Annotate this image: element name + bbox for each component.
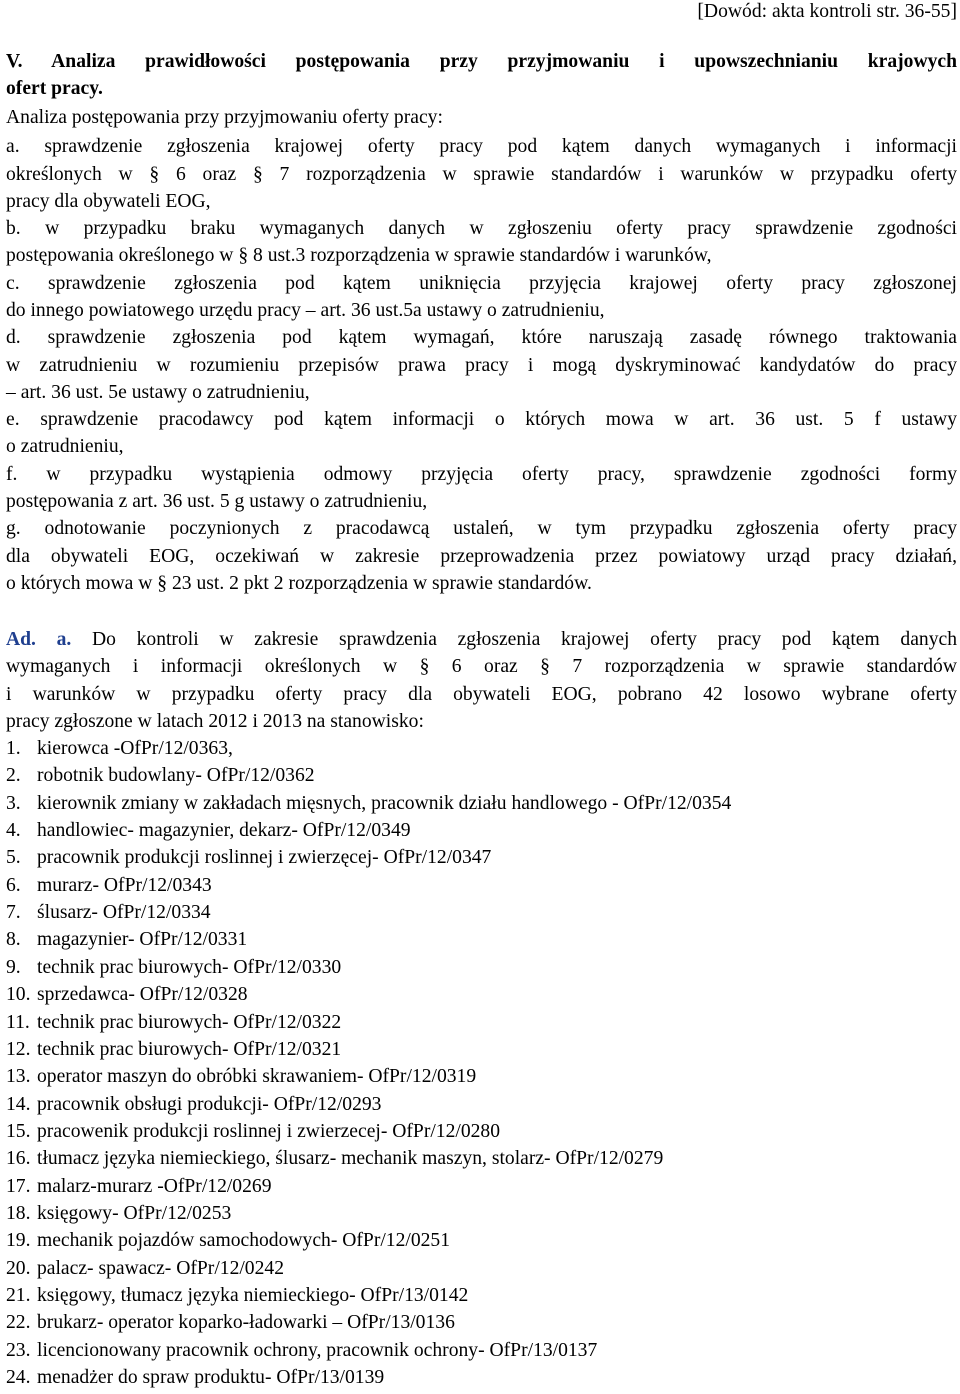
criteria-line: f. w przypadku wystąpienia odmowy przyjęcia oferty pracy, sprawdzenie zgodności formy <box>6 464 957 485</box>
list-item-text: księgowy- OfPr/12/0253 <box>37 1203 232 1224</box>
list-item-number: 13. <box>6 1066 31 1087</box>
list-item <box>6 985 248 1005</box>
list-item-number: 8. <box>6 929 21 950</box>
list-item-text: kierownik zmiany w zakładach mięsnych, pracownik działu handlowego - OfPr/12/0354 <box>37 793 732 814</box>
ad-a-paragraph-first-line: Ad. a. Do kontroli w zakresie sprawdzenia zgłoszenia krajowej oferty pracy pod kątem danych <box>6 629 957 650</box>
list-item-text: pracownik produkcji roslinnej i zwierzęcej- OfPr/12/0347 <box>37 847 492 868</box>
list-item-text: sprzedawca- OfPr/12/0328 <box>37 984 248 1005</box>
list-item-text: menadżer do spraw produktu- OfPr/13/0139 <box>37 1367 385 1388</box>
list-item <box>6 1040 341 1060</box>
list-item <box>6 1095 381 1115</box>
criteria-line: pracy dla obywateli EOG, <box>6 191 211 212</box>
criteria-line: b. w przypadku braku wymaganych danych w zgłoszeniu oferty pracy sprawdzenie zgodności <box>6 218 957 239</box>
list-item <box>6 1013 341 1033</box>
section-title-continued: ofert pracy. <box>6 78 103 99</box>
list-item-text: operator maszyn do obróbki skrawaniem- OfPr/12/0319 <box>37 1066 477 1087</box>
criteria-line: g. odnotowanie poczynionych z pracodawcą ustaleń, w tym przypadku zgłoszenia oferty pracy <box>6 518 957 539</box>
criteria-line: c. sprawdzenie zgłoszenia pod kątem uniknięcia przyjęcia krajowej oferty pracy zgłoszonej <box>6 273 957 294</box>
list-item <box>6 794 731 814</box>
list-item <box>6 1122 500 1142</box>
list-item <box>6 1368 384 1388</box>
list-item-text: kierowca -OfPr/12/0363, <box>37 738 233 759</box>
list-item-number: 18. <box>6 1203 31 1224</box>
list-item-text: technik prac biurowych- OfPr/12/0322 <box>37 1012 342 1033</box>
list-item <box>6 848 491 868</box>
list-item-number: 3. <box>6 793 21 814</box>
list-item <box>6 876 212 896</box>
list-item-text: malarz-murarz -OfPr/12/0269 <box>37 1176 272 1197</box>
list-item <box>6 903 211 923</box>
criteria-line: do innego powiatowego urzędu pracy – art. 36 ust.5a ustawy o zatrudnieniu, <box>6 300 605 321</box>
list-item-number: 16. <box>6 1148 31 1169</box>
list-item-number: 10. <box>6 984 31 1005</box>
list-item-number: 7. <box>6 902 21 923</box>
subtitle: Analiza postępowania przy przyjmowaniu oferty pracy: <box>6 107 443 128</box>
list-item-number: 1. <box>6 738 21 759</box>
list-item-text: tłumacz języka niemieckiego, ślusarz- mechanik maszyn, stolarz- OfPr/12/0279 <box>37 1148 664 1169</box>
list-item-number: 12. <box>6 1039 31 1060</box>
list-item-text: księgowy, tłumacz języka niemieckiego- OfPr/13/0142 <box>37 1285 469 1306</box>
list-item <box>6 1204 231 1224</box>
ad-a-paragraph-line: pracy zgłoszone w latach 2012 i 2013 na stanowisko: <box>6 711 424 732</box>
list-item <box>6 766 315 786</box>
criteria-line: dla obywateli EOG, oczekiwań w zakresie przeprowadzenia przez powiatowy urząd pracy działań, <box>6 546 957 567</box>
list-item <box>6 739 233 759</box>
list-item <box>6 1286 468 1306</box>
list-item <box>6 1067 476 1087</box>
ad-a-label: Ad. a. <box>6 629 72 650</box>
criteria-line: postępowania określonego w § 8 ust.3 rozporządzenia w sprawie standardów i warunków, <box>6 245 712 266</box>
list-item <box>6 1313 455 1333</box>
list-item-text: robotnik budowlany- OfPr/12/0362 <box>37 765 315 786</box>
list-item-number: 17. <box>6 1176 31 1197</box>
list-item-number: 19. <box>6 1230 31 1251</box>
section-title: V. Analiza prawidłowości postępowania przy przyjmowaniu i upowszechnianiu krajowych <box>6 51 957 72</box>
list-item-text: palacz- spawacz- OfPr/12/0242 <box>37 1258 284 1279</box>
criteria-line: d. sprawdzenie zgłoszenia pod kątem wymagań, które naruszają zasadę równego traktowania <box>6 327 957 348</box>
list-item <box>6 958 341 978</box>
list-item-number: 2. <box>6 765 21 786</box>
evidence-reference: [Dowód: akta kontroli str. 36-55] <box>697 1 957 22</box>
list-item-text: brukarz- operator koparko-ładowarki – OfPr/13/0136 <box>37 1312 455 1333</box>
criteria-line: – art. 36 ust. 5e ustawy o zatrudnieniu, <box>6 382 310 403</box>
list-item-text: licencionowany pracownik ochrony, pracownik ochrony- OfPr/13/0137 <box>37 1340 598 1361</box>
list-item-number: 6. <box>6 875 21 896</box>
list-item-number: 11. <box>6 1012 30 1033</box>
list-item-text: pracowenik produkcji roslinnej i zwierzecej- OfPr/12/0280 <box>37 1121 501 1142</box>
list-item-number: 23. <box>6 1340 31 1361</box>
list-item <box>6 930 247 950</box>
ad-a-paragraph-line: wymaganych i informacji określonych w § 6 oraz § 7 rozporządzenia w sprawie standardów <box>6 656 957 677</box>
criteria-line: w zatrudnieniu w rozumieniu przepisów prawa pracy i mogą dyskryminować kandydatów do pracy <box>6 355 957 376</box>
list-item-number: 22. <box>6 1312 31 1333</box>
list-item-text: murarz- OfPr/12/0343 <box>37 875 212 896</box>
list-item <box>6 1177 272 1197</box>
criteria-line: o zatrudnieniu, <box>6 436 124 457</box>
list-item <box>6 821 411 841</box>
list-item <box>6 1341 597 1361</box>
list-item-number: 24. <box>6 1367 31 1388</box>
criteria-line: określonych w § 6 oraz § 7 rozporządzenia w sprawie standardów i warunków w przypadku oferty <box>6 164 957 185</box>
list-item-text: pracownik obsługi produkcji- OfPr/12/0293 <box>37 1094 382 1115</box>
list-item-number: 15. <box>6 1121 31 1142</box>
list-item-text: mechanik pojazdów samochodowych- OfPr/12/0251 <box>37 1230 451 1251</box>
list-item-text: technik prac biurowych- OfPr/12/0330 <box>37 957 342 978</box>
list-item-number: 21. <box>6 1285 31 1306</box>
criteria-line: postępowania z art. 36 ust. 5 g ustawy o zatrudnieniu, <box>6 491 428 512</box>
list-item <box>6 1149 663 1169</box>
list-item-text: handlowiec- magazynier, dekarz- OfPr/12/0349 <box>37 820 411 841</box>
ad-a-paragraph-line: i warunków w przypadku oferty pracy dla obywateli EOG, pobrano 42 losowo wybrane oferty <box>6 684 957 705</box>
list-item-number: 20. <box>6 1258 31 1279</box>
list-item-text: ślusarz- OfPr/12/0334 <box>37 902 211 923</box>
list-item-number: 5. <box>6 847 21 868</box>
criteria-line: o których mowa w § 23 ust. 2 pkt 2 rozporządzenia w sprawie standardów. <box>6 573 592 594</box>
list-item-text: technik prac biurowych- OfPr/12/0321 <box>37 1039 342 1060</box>
criteria-line: a. sprawdzenie zgłoszenia krajowej oferty pracy pod kątem danych wymaganych i informacji <box>6 136 957 157</box>
list-item-number: 14. <box>6 1094 31 1115</box>
list-item <box>6 1259 284 1279</box>
list-item-text: magazynier- OfPr/12/0331 <box>37 929 248 950</box>
list-item-number: 9. <box>6 957 21 978</box>
criteria-line: e. sprawdzenie pracodawcy pod kątem informacji o których mowa w art. 36 ust. 5 f ustawy <box>6 409 957 430</box>
list-item-number: 4. <box>6 820 21 841</box>
list-item <box>6 1231 450 1251</box>
